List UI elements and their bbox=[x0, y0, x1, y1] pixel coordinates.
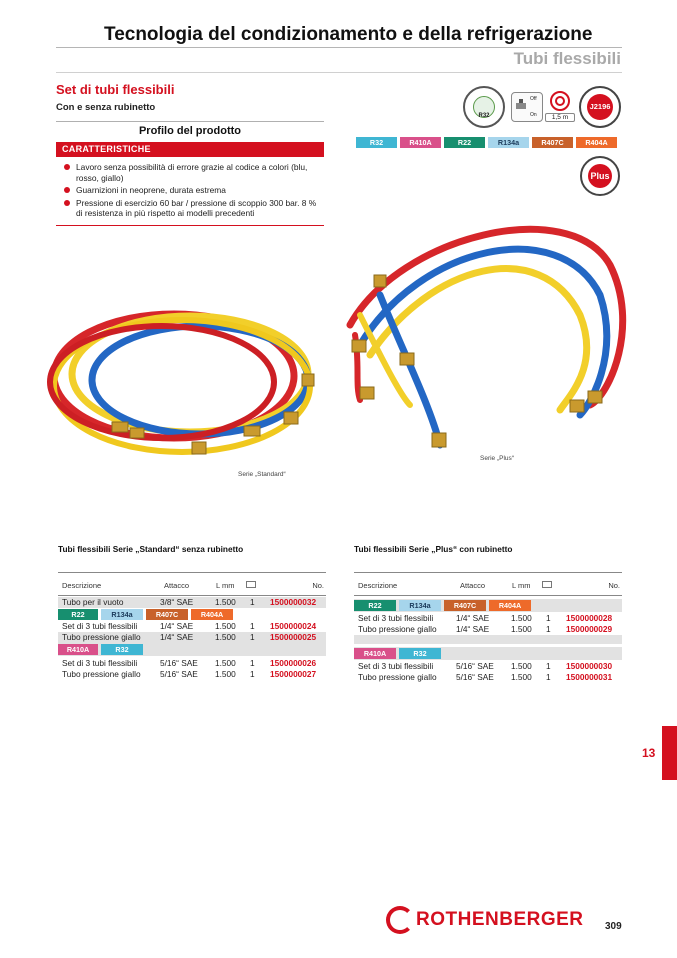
row-connection: 5/16“ SAE bbox=[456, 661, 494, 671]
row-length: 1.500 bbox=[215, 597, 236, 607]
profile-divider bbox=[56, 121, 324, 122]
technology-seal-label: R32 bbox=[478, 113, 490, 119]
col-number: No. bbox=[608, 581, 620, 590]
row-quantity: 1 bbox=[546, 613, 551, 623]
features-label: CARATTERISTICHE bbox=[56, 142, 324, 157]
table-row bbox=[58, 621, 326, 632]
row-article-number: 1500000028 bbox=[566, 613, 613, 623]
row-connection: 1/4“ SAE bbox=[160, 621, 194, 631]
row-article-number: 1500000032 bbox=[270, 597, 317, 607]
tag-r22: R22 bbox=[58, 609, 98, 620]
row-description: Tubo per il vuoto bbox=[62, 597, 124, 607]
feature-text: Pressione di esercizio 60 bar / pressione di scoppio 300 bar. 8 % di resistenza in più rispetto ai modelli precedenti bbox=[76, 197, 317, 218]
feature-text: Lavoro senza possibilità di errore grazie al codice a colori (blu, rosso, giallo) bbox=[76, 162, 308, 183]
row-description: Set di 3 tubi flessibili bbox=[358, 661, 434, 671]
table-spacer bbox=[354, 635, 622, 644]
brand-logo bbox=[386, 906, 584, 934]
row-length: 1.500 bbox=[511, 661, 532, 671]
title-divider bbox=[56, 47, 622, 48]
package-qty-icon bbox=[246, 581, 256, 588]
valve-off-label: Off bbox=[530, 96, 537, 102]
row-article-number: 1500000029 bbox=[566, 624, 613, 634]
row-description: Tubo pressione giallo bbox=[358, 672, 437, 682]
tag-r404a: R404A bbox=[489, 600, 531, 611]
product-subheading: Con e senza rubinetto bbox=[56, 102, 156, 113]
sae-standard-seal-icon bbox=[579, 86, 621, 128]
col-description: Descrizione bbox=[62, 581, 102, 590]
standard-caption: Serie „Standard“ bbox=[238, 471, 286, 478]
tag-r32: R32 bbox=[356, 137, 397, 148]
plus-technology-seal-icon bbox=[580, 156, 620, 196]
refrigerant-tag-row bbox=[354, 647, 622, 660]
row-length: 1.500 bbox=[215, 632, 236, 642]
page-subtitle: Tubi flessibili bbox=[513, 49, 621, 68]
table-row bbox=[58, 632, 326, 643]
feature-text: Guarnizioni in neoprene, durata estrema bbox=[76, 185, 226, 195]
chapter-tab[interactable] bbox=[662, 726, 677, 780]
refrigerant-tag-row bbox=[58, 643, 326, 656]
row-quantity: 1 bbox=[250, 632, 255, 642]
row-connection: 1/4“ SAE bbox=[456, 624, 490, 634]
tag-r407c: R407C bbox=[532, 137, 573, 148]
bullet-icon bbox=[64, 200, 70, 206]
subtitle-divider bbox=[56, 72, 622, 73]
product-heading: Set di tubi flessibili bbox=[56, 82, 175, 97]
tag-r134a: R134a bbox=[399, 600, 441, 611]
tag-r32: R32 bbox=[101, 644, 143, 655]
row-description: Tubo pressione giallo bbox=[62, 632, 141, 642]
row-length: 1.500 bbox=[511, 624, 532, 634]
row-description: Tubo pressione giallo bbox=[358, 624, 437, 634]
refrigerant-tag-row bbox=[58, 608, 326, 621]
col-description: Descrizione bbox=[358, 581, 398, 590]
row-connection: 5/16“ SAE bbox=[160, 658, 198, 668]
bullet-icon bbox=[64, 164, 70, 170]
hose-length-label: 1,5 m bbox=[545, 113, 575, 122]
col-connection: Attacco bbox=[460, 581, 486, 590]
refrigerant-tag-row bbox=[354, 599, 622, 612]
row-connection: 1/4“ SAE bbox=[456, 613, 490, 623]
standard-hose-photo bbox=[32, 296, 332, 466]
features-divider bbox=[56, 225, 324, 226]
tag-r407c: R407C bbox=[444, 600, 486, 611]
tag-r404a: R404A bbox=[576, 137, 617, 148]
valve-icon bbox=[511, 92, 543, 122]
tag-r134a: R134a bbox=[101, 609, 143, 620]
row-article-number: 1500000031 bbox=[566, 672, 613, 682]
row-length: 1.500 bbox=[215, 658, 236, 668]
tag-r134a: R134a bbox=[488, 137, 529, 148]
package-qty-icon bbox=[542, 581, 552, 588]
tag-r410a: R410A bbox=[400, 137, 441, 148]
row-article-number: 1500000024 bbox=[270, 621, 317, 631]
row-quantity: 1 bbox=[546, 661, 551, 671]
feature-item bbox=[64, 185, 324, 196]
table-row bbox=[58, 669, 326, 680]
row-article-number: 1500000027 bbox=[270, 669, 317, 679]
bullet-icon bbox=[64, 187, 70, 193]
page-title: Tecnologia del condizionamento e della refrigerazione bbox=[104, 24, 593, 45]
tag-r407c: R407C bbox=[146, 609, 188, 620]
technology-seal-icon bbox=[463, 86, 505, 128]
valve-symbol-icon bbox=[512, 93, 544, 123]
table-row bbox=[58, 658, 326, 669]
col-connection: Attacco bbox=[164, 581, 190, 590]
chapter-number: 13 bbox=[642, 746, 656, 760]
sae-standard-label: J2196 bbox=[587, 94, 613, 120]
row-article-number: 1500000025 bbox=[270, 632, 317, 642]
tag-r22: R22 bbox=[354, 600, 396, 611]
table-row bbox=[354, 661, 622, 672]
table-header bbox=[354, 572, 622, 596]
table-row bbox=[354, 672, 622, 683]
table-header bbox=[58, 572, 326, 596]
row-quantity: 1 bbox=[546, 672, 551, 682]
row-length: 1.500 bbox=[511, 672, 532, 682]
refrigerant-tag-row bbox=[356, 137, 617, 148]
row-connection: 1/4“ SAE bbox=[160, 632, 194, 642]
plus-table-title: Tubi flessibili Serie „Plus“ con rubinetto bbox=[354, 544, 513, 554]
row-description: Tubo pressione giallo bbox=[62, 669, 141, 679]
row-connection: 3/8“ SAE bbox=[160, 597, 194, 607]
col-length: L mm bbox=[512, 581, 531, 590]
tag-r404a: R404A bbox=[191, 609, 233, 620]
row-article-number: 1500000026 bbox=[270, 658, 317, 668]
row-quantity: 1 bbox=[250, 669, 255, 679]
tag-r32: R32 bbox=[399, 648, 441, 659]
row-length: 1.500 bbox=[215, 669, 236, 679]
tag-r410a: R410A bbox=[354, 648, 396, 659]
standard-table-title: Tubi flessibili Serie „Standard“ senza rubinetto bbox=[58, 544, 244, 554]
hose-length-icon bbox=[545, 90, 575, 124]
page-number: 309 bbox=[605, 921, 622, 932]
table-row bbox=[58, 597, 326, 608]
features-list bbox=[64, 162, 324, 221]
table-row bbox=[354, 613, 622, 624]
tag-r22: R22 bbox=[444, 137, 485, 148]
col-length: L mm bbox=[216, 581, 235, 590]
valve-on-label: On bbox=[530, 112, 537, 118]
row-quantity: 1 bbox=[250, 621, 255, 631]
row-quantity: 1 bbox=[250, 658, 255, 668]
row-description: Set di 3 tubi flessibili bbox=[62, 621, 138, 631]
row-length: 1.500 bbox=[511, 613, 532, 623]
hose-coil-inner-icon bbox=[555, 96, 565, 106]
row-connection: 5/16“ SAE bbox=[160, 669, 198, 679]
tag-r410a: R410A bbox=[58, 644, 98, 655]
plus-hose-photo bbox=[340, 205, 640, 470]
row-description: Set di 3 tubi flessibili bbox=[62, 658, 138, 668]
brand-swirl-icon bbox=[386, 906, 414, 934]
row-description: Set di 3 tubi flessibili bbox=[358, 613, 434, 623]
table-row bbox=[354, 624, 622, 635]
row-quantity: 1 bbox=[250, 597, 255, 607]
row-connection: 5/16“ SAE bbox=[456, 672, 494, 682]
standard-product-table bbox=[58, 572, 326, 680]
row-length: 1.500 bbox=[215, 621, 236, 631]
feature-item bbox=[64, 162, 324, 183]
brand-name: ROTHENBERGER bbox=[416, 909, 584, 930]
col-number: No. bbox=[312, 581, 324, 590]
plus-caption: Serie „Plus“ bbox=[480, 455, 514, 462]
row-article-number: 1500000030 bbox=[566, 661, 613, 671]
feature-item bbox=[64, 198, 324, 219]
row-quantity: 1 bbox=[546, 624, 551, 634]
plus-label: Plus bbox=[588, 164, 612, 188]
plus-product-table bbox=[354, 572, 622, 683]
profile-title: Profilo del prodotto bbox=[138, 125, 242, 137]
